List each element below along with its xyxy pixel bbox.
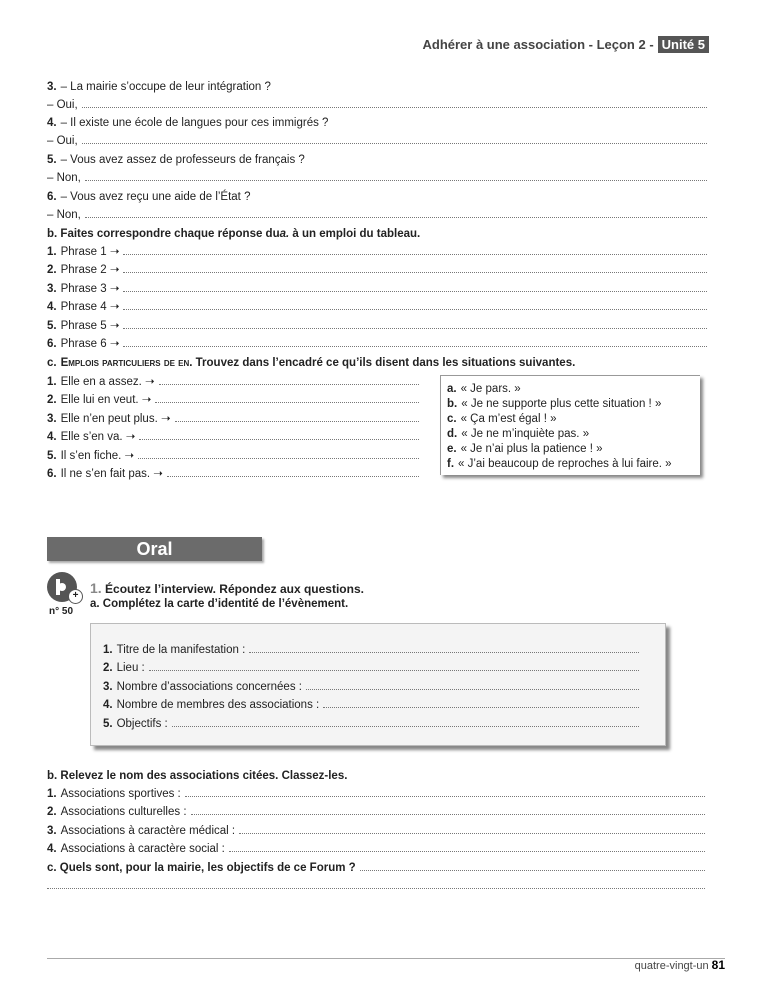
unit-badge: Unité 5 [658, 36, 709, 53]
assoc-line-4[interactable]: 4. Associations à caractère social : [47, 837, 705, 855]
assoc-line-3[interactable]: 3. Associations à caractère médical : [47, 819, 705, 837]
page-number: 81 [711, 958, 725, 972]
card-field-5[interactable]: 5. Objectifs : [103, 712, 639, 730]
card-field-1[interactable]: 1. Titre de la manifestation : [103, 638, 639, 656]
phrase-line-5[interactable]: 5. Phrase 5 ➝ [47, 314, 707, 332]
assoc-line-2[interactable]: 2. Associations culturelles : [47, 800, 705, 818]
footer-divider [47, 958, 725, 959]
answer-line-6[interactable]: – Non, [47, 203, 707, 221]
card-field-4[interactable]: 4. Nombre de membres des associations : [103, 693, 639, 711]
situation-line-3[interactable]: 3. Elle n’en peut plus. ➝ [47, 407, 419, 425]
question-6: 6. – Vous avez reçu une aide de l’État ? [47, 191, 251, 203]
quotes-box [440, 375, 700, 475]
phrase-line-1[interactable]: 1. Phrase 1 ➝ [47, 240, 707, 258]
phrase-line-2[interactable]: 2. Phrase 2 ➝ [47, 258, 707, 276]
oral-question-b: b. Relevez le nom des associations citées. Classez-les. [47, 770, 348, 782]
exercise-c-title: c. Emplois particuliers de en. Trouvez dans l’encadré ce qu’ils disent dans les situations suivantes. [47, 357, 576, 369]
oral-question-c[interactable]: c. Quels sont, pour la mairie, les objectifs de ce Forum ? [47, 856, 705, 874]
quote-e: e. « Je n’ai plus la patience ! » [447, 443, 603, 455]
page-footer: quatre-vingt-un 81 [634, 958, 725, 972]
assoc-line-1[interactable]: 1. Associations sportives : [47, 782, 705, 800]
phrase-line-6[interactable]: 6. Phrase 6 ➝ [47, 332, 707, 350]
question-5: 5. – Vous avez assez de professeurs de français ? [47, 154, 305, 166]
track-number: n° 50 [49, 606, 74, 617]
exercise-b-title: b. Faites correspondre chaque réponse du a. à un emploi du tableau. [47, 228, 421, 240]
answer-line-c[interactable] [47, 874, 705, 892]
situation-line-2[interactable]: 2. Elle lui en veut. ➝ [47, 388, 419, 406]
page-header [422, 36, 709, 53]
situation-line-5[interactable]: 5. Il s’en fiche. ➝ [47, 444, 419, 462]
oral-question-a: a. Complétez la carte d’identité de l’évènement. [90, 598, 349, 610]
answer-line-4[interactable]: – Oui, [47, 129, 707, 147]
plus-icon: + [68, 589, 83, 604]
quote-b: b. « Je ne supporte plus cette situation ! » [447, 398, 662, 410]
card-field-3[interactable]: 3. Nombre d’associations concernées : [103, 675, 639, 693]
header-title: Adhérer à une association - Leçon 2 - [422, 37, 654, 52]
situation-line-6[interactable]: 6. Il ne s’en fait pas. ➝ [47, 462, 419, 480]
quote-a: a. « Je pars. » [447, 383, 521, 395]
question-3: 3. – La mairie s’occupe de leur intégration ? [47, 81, 271, 93]
phrase-line-3[interactable]: 3. Phrase 3 ➝ [47, 277, 707, 295]
oral-banner: Oral [47, 537, 262, 561]
quote-f: f. « J’ai beaucoup de reproches à lui faire. » [447, 458, 672, 470]
question-4: 4. – Il existe une école de langues pour ces immigrés ? [47, 117, 329, 129]
quote-d: d. « Je ne m’inquiète pas. » [447, 428, 590, 440]
situation-line-4[interactable]: 4. Elle s’en va. ➝ [47, 425, 419, 443]
phrase-line-4[interactable]: 4. Phrase 4 ➝ [47, 295, 707, 313]
oral-question-1: 1. Écoutez l’interview. Répondez aux questions. [90, 580, 364, 596]
card-field-2[interactable]: 2. Lieu : [103, 656, 639, 674]
situation-line-1[interactable]: 1. Elle en a assez. ➝ [47, 370, 419, 388]
event-id-card [90, 623, 666, 746]
answer-line-3[interactable]: – Oui, [47, 93, 707, 111]
answer-line-5[interactable]: – Non, [47, 166, 707, 184]
quote-c: c. « Ça m’est égal ! » [447, 413, 557, 425]
